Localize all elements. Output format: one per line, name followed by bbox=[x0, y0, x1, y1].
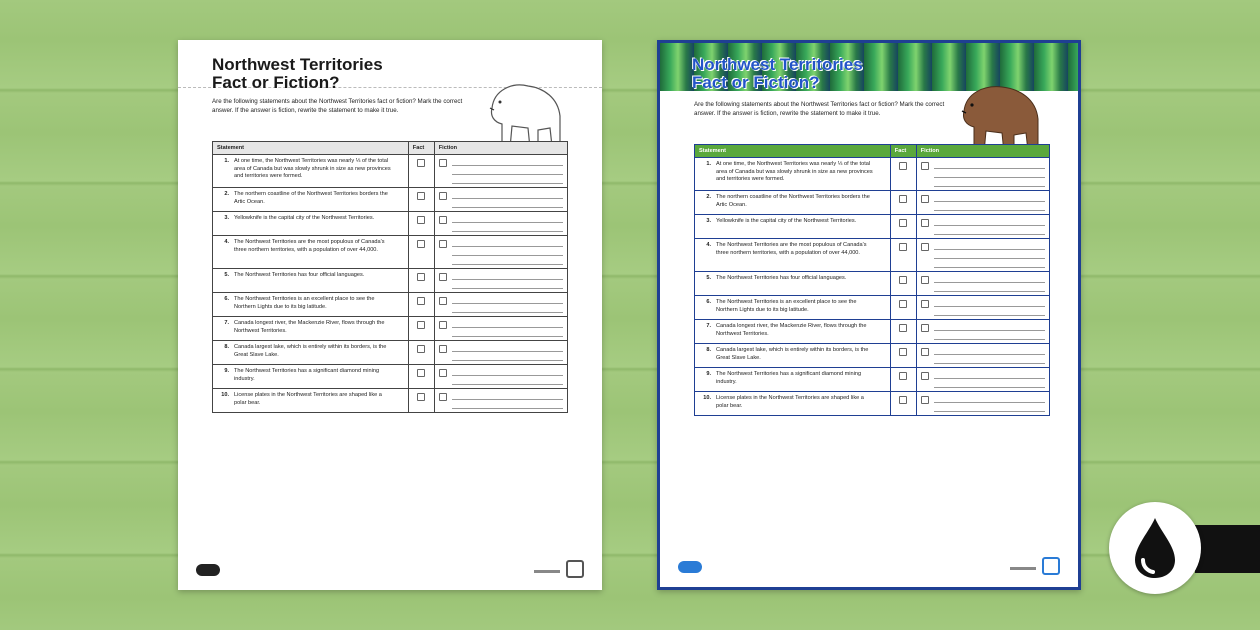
statement-number: 10. bbox=[221, 392, 229, 398]
fact-checkbox[interactable] bbox=[899, 324, 907, 332]
table-row bbox=[695, 191, 1050, 215]
fiction-checkbox[interactable] bbox=[921, 300, 929, 308]
table-row bbox=[695, 296, 1050, 320]
fiction-checkbox[interactable] bbox=[439, 240, 447, 248]
fiction-checkbox[interactable] bbox=[439, 321, 447, 329]
statement-number: 8. bbox=[706, 347, 711, 353]
fact-cell bbox=[408, 293, 434, 317]
fact-cell bbox=[890, 296, 916, 320]
fiction-checkbox[interactable] bbox=[921, 162, 929, 170]
fact-checkbox[interactable] bbox=[417, 273, 425, 281]
fiction-cell bbox=[434, 389, 567, 413]
fiction-cell bbox=[434, 188, 567, 212]
fiction-checkbox[interactable] bbox=[439, 393, 447, 401]
table-row bbox=[213, 188, 568, 212]
statement-text: The northern coastline of the Northwest Territories borders the Artic Ocean. bbox=[716, 194, 870, 208]
table-row bbox=[213, 155, 568, 188]
ink-bar bbox=[1195, 525, 1260, 573]
statement-text: The Northwest Territories is an excellent place to see the Northern Lights due to its big latitude. bbox=[234, 296, 375, 310]
statement-text: The Northwest Territories has four official languages. bbox=[234, 272, 365, 278]
rewrite-line[interactable] bbox=[452, 280, 563, 289]
rewrite-line[interactable] bbox=[452, 352, 563, 361]
ink-drop-icon bbox=[1131, 516, 1179, 580]
col-statement: Statement bbox=[213, 142, 409, 155]
fiction-cell bbox=[916, 272, 1049, 296]
twinkl-logo bbox=[196, 564, 220, 576]
table-row bbox=[695, 392, 1050, 416]
fiction-cell bbox=[916, 344, 1049, 368]
statement-cell bbox=[695, 191, 891, 215]
fiction-checkbox[interactable] bbox=[921, 324, 929, 332]
rewrite-line[interactable] bbox=[452, 392, 563, 400]
fiction-cell bbox=[916, 368, 1049, 392]
statement-number: 4. bbox=[706, 242, 711, 248]
rewrite-line[interactable] bbox=[452, 272, 563, 280]
rewrite-line[interactable] bbox=[452, 320, 563, 328]
statement-text: License plates in the Northwest Territories are shaped like a polar bear. bbox=[716, 395, 864, 409]
fiction-checkbox[interactable] bbox=[921, 348, 929, 356]
statement-cell bbox=[695, 320, 891, 344]
table-row bbox=[213, 269, 568, 293]
rewrite-line[interactable] bbox=[452, 368, 563, 376]
rewrite-line[interactable] bbox=[934, 161, 1045, 169]
rewrite-line[interactable] bbox=[452, 199, 563, 208]
fiction-cell bbox=[916, 215, 1049, 239]
statement-number: 5. bbox=[224, 272, 229, 278]
fiction-cell bbox=[434, 365, 567, 389]
rewrite-line[interactable] bbox=[452, 376, 563, 385]
rewrite-line[interactable] bbox=[452, 175, 563, 184]
fiction-cell bbox=[916, 239, 1049, 272]
fact-cell bbox=[408, 341, 434, 365]
rewrite-line[interactable] bbox=[452, 296, 563, 304]
fact-checkbox[interactable] bbox=[417, 159, 425, 167]
fact-checkbox[interactable] bbox=[899, 372, 907, 380]
rewrite-line[interactable] bbox=[452, 223, 563, 232]
statement-number: 3. bbox=[224, 215, 229, 221]
table-row bbox=[213, 212, 568, 236]
fact-cell bbox=[408, 389, 434, 413]
statement-cell bbox=[695, 158, 891, 191]
statement-number: 2. bbox=[706, 194, 711, 200]
statement-cell bbox=[695, 272, 891, 296]
col-fiction: Fiction bbox=[434, 142, 567, 155]
rewrite-line[interactable] bbox=[452, 328, 563, 337]
statement-text: The Northwest Territories is an excellent place to see the Northern Lights due to its big latitude. bbox=[716, 299, 857, 313]
table-row bbox=[213, 365, 568, 389]
footer-badge-icon bbox=[1042, 557, 1060, 575]
instructions: Are the following statements about the Northwest Territories fact or fiction? Mark the correct answer. If the answer is fiction, rewrite the statement to make it true. bbox=[212, 98, 463, 114]
fiction-cell bbox=[434, 293, 567, 317]
rewrite-line[interactable] bbox=[934, 299, 1045, 307]
statement-text: Canada largest lake, which is entirely within its borders, is the Great Slave Lake. bbox=[234, 344, 387, 358]
statement-cell bbox=[695, 215, 891, 239]
statement-cell bbox=[213, 365, 409, 389]
rewrite-line[interactable] bbox=[452, 215, 563, 223]
statement-rows bbox=[695, 158, 1050, 416]
statement-text: Yellowknife is the capital city of the Northwest Territories. bbox=[234, 215, 375, 221]
statement-text: The Northwest Territories are the most populous of Canada's three northern territories, with a population of over 44,000. bbox=[716, 242, 867, 256]
fact-checkbox[interactable] bbox=[417, 393, 425, 401]
footer-badge-icon bbox=[566, 560, 584, 578]
fiction-cell bbox=[916, 158, 1049, 191]
table-row bbox=[695, 239, 1050, 272]
table-row bbox=[695, 158, 1050, 191]
fact-cell bbox=[408, 269, 434, 293]
table-row bbox=[213, 293, 568, 317]
fact-checkbox[interactable] bbox=[899, 162, 907, 170]
statement-cell bbox=[213, 341, 409, 365]
fiction-cell bbox=[916, 296, 1049, 320]
statement-text: At one time, the Northwest Territories was nearly ⅓ of the total area of Canada but was slowly shrunk in size as new provinces and territories were formed. bbox=[234, 158, 391, 179]
statement-number: 1. bbox=[706, 161, 711, 167]
fact-checkbox[interactable] bbox=[417, 297, 425, 305]
table-row bbox=[213, 389, 568, 413]
table-row bbox=[695, 368, 1050, 392]
fiction-cell bbox=[434, 317, 567, 341]
fact-checkbox[interactable] bbox=[899, 396, 907, 404]
statement-cell bbox=[695, 239, 891, 272]
statement-number: 9. bbox=[224, 368, 229, 374]
statement-cell bbox=[695, 368, 891, 392]
fiction-checkbox[interactable] bbox=[921, 219, 929, 227]
fiction-checkbox[interactable] bbox=[921, 396, 929, 404]
statement-text: Yellowknife is the capital city of the Northwest Territories. bbox=[716, 218, 857, 224]
rewrite-line[interactable] bbox=[452, 247, 563, 256]
statement-text: At one time, the Northwest Territories was nearly ⅓ of the total area of Canada but was slowly shrunk in size as new provinces and territories were formed. bbox=[716, 161, 873, 182]
table-row bbox=[695, 344, 1050, 368]
table-row bbox=[213, 341, 568, 365]
statement-number: 2. bbox=[224, 191, 229, 197]
fact-cell bbox=[890, 392, 916, 416]
statement-cell bbox=[213, 317, 409, 341]
rewrite-line[interactable] bbox=[452, 344, 563, 352]
table-row bbox=[213, 317, 568, 341]
fiction-cell bbox=[916, 191, 1049, 215]
fact-cell bbox=[890, 344, 916, 368]
rewrite-line[interactable] bbox=[934, 403, 1045, 412]
statement-number: 3. bbox=[706, 218, 711, 224]
statement-cell bbox=[213, 389, 409, 413]
fact-cell bbox=[890, 239, 916, 272]
statement-number: 1. bbox=[224, 158, 229, 164]
table-row bbox=[695, 215, 1050, 239]
rewrite-line[interactable] bbox=[452, 304, 563, 313]
statement-text: The Northwest Territories has four official languages. bbox=[716, 275, 847, 281]
statement-text: The Northwest Territories has a significant diamond mining industry. bbox=[716, 371, 862, 385]
rewrite-line[interactable] bbox=[452, 166, 563, 175]
fiction-checkbox[interactable] bbox=[921, 243, 929, 251]
statement-number: 5. bbox=[706, 275, 711, 281]
statement-number: 9. bbox=[706, 371, 711, 377]
rewrite-line[interactable] bbox=[934, 371, 1045, 379]
fiction-cell bbox=[434, 212, 567, 236]
fact-cell bbox=[408, 155, 434, 188]
fiction-checkbox[interactable] bbox=[439, 216, 447, 224]
statement-text: Canada longest river, the Mackenzie River, flows through the Northwest Territories. bbox=[716, 323, 867, 337]
col-fiction: Fiction bbox=[916, 145, 1049, 158]
statement-number: 7. bbox=[706, 323, 711, 329]
statement-number: 10. bbox=[703, 395, 711, 401]
fiction-checkbox[interactable] bbox=[439, 369, 447, 377]
rewrite-line[interactable] bbox=[934, 169, 1045, 178]
fact-cell bbox=[890, 368, 916, 392]
fiction-checkbox[interactable] bbox=[439, 192, 447, 200]
fact-checkbox[interactable] bbox=[899, 243, 907, 251]
fiction-checkbox[interactable] bbox=[439, 273, 447, 281]
rewrite-line[interactable] bbox=[452, 158, 563, 166]
col-statement: Statement bbox=[695, 145, 891, 158]
fact-checkbox[interactable] bbox=[899, 300, 907, 308]
fact-checkbox[interactable] bbox=[417, 321, 425, 329]
statement-text: The northern coastline of the Northwest Territories borders the Artic Ocean. bbox=[234, 191, 388, 205]
fact-cell bbox=[890, 158, 916, 191]
statement-text: Canada largest lake, which is entirely within its borders, is the Great Slave Lake. bbox=[716, 347, 869, 361]
fact-cell bbox=[890, 272, 916, 296]
ink-saver-badge[interactable] bbox=[1109, 502, 1201, 594]
rewrite-line[interactable] bbox=[934, 218, 1045, 226]
rewrite-line[interactable] bbox=[934, 283, 1045, 292]
worksheet-title: Northwest Territories Fact or Fiction? bbox=[212, 55, 383, 92]
fact-checkbox[interactable] bbox=[417, 192, 425, 200]
rewrite-line[interactable] bbox=[934, 242, 1045, 250]
fact-checkbox[interactable] bbox=[417, 216, 425, 224]
rewrite-line[interactable] bbox=[934, 395, 1045, 403]
rewrite-line[interactable] bbox=[934, 250, 1045, 259]
statement-number: 6. bbox=[224, 296, 229, 302]
fiction-checkbox[interactable] bbox=[921, 276, 929, 284]
rewrite-line[interactable] bbox=[934, 355, 1045, 364]
statement-text: Canada longest river, the Mackenzie River, flows through the Northwest Territories. bbox=[234, 320, 385, 334]
worksheet-colour bbox=[657, 40, 1081, 590]
rewrite-line[interactable] bbox=[934, 202, 1045, 211]
rewrite-line[interactable] bbox=[452, 400, 563, 409]
rewrite-line[interactable] bbox=[934, 178, 1045, 187]
fact-checkbox[interactable] bbox=[899, 276, 907, 284]
rewrite-line[interactable] bbox=[934, 347, 1045, 355]
statement-cell bbox=[213, 155, 409, 188]
fact-cell bbox=[408, 188, 434, 212]
statement-cell bbox=[695, 344, 891, 368]
fact-cell bbox=[408, 317, 434, 341]
rewrite-line[interactable] bbox=[452, 191, 563, 199]
fact-cell bbox=[890, 215, 916, 239]
worksheet-bw bbox=[178, 40, 602, 590]
fact-cell bbox=[408, 212, 434, 236]
fact-cell bbox=[408, 236, 434, 269]
statement-cell bbox=[695, 296, 891, 320]
fiction-cell bbox=[434, 236, 567, 269]
statement-cell bbox=[213, 236, 409, 269]
instructions: Are the following statements about the Northwest Territories fact or fiction? Mark the correct answer. If the answer is fiction, rewrite the statement to make it true. bbox=[694, 101, 945, 117]
fact-checkbox[interactable] bbox=[417, 369, 425, 377]
fact-fiction-table bbox=[212, 141, 568, 413]
statement-number: 4. bbox=[224, 239, 229, 245]
statement-cell bbox=[695, 392, 891, 416]
rewrite-line[interactable] bbox=[934, 259, 1045, 268]
footer-code bbox=[1010, 567, 1036, 570]
statement-number: 8. bbox=[224, 344, 229, 350]
rewrite-line[interactable] bbox=[934, 331, 1045, 340]
footer-code bbox=[534, 570, 560, 573]
rewrite-line[interactable] bbox=[934, 194, 1045, 202]
col-fact: Fact bbox=[890, 145, 916, 158]
table-row bbox=[213, 236, 568, 269]
statement-rows bbox=[213, 155, 568, 413]
fiction-checkbox[interactable] bbox=[439, 159, 447, 167]
rewrite-line[interactable] bbox=[934, 226, 1045, 235]
fact-checkbox[interactable] bbox=[899, 195, 907, 203]
statement-cell bbox=[213, 212, 409, 236]
statement-cell bbox=[213, 293, 409, 317]
rewrite-line[interactable] bbox=[934, 307, 1045, 316]
rewrite-line[interactable] bbox=[934, 323, 1045, 331]
twinkl-logo bbox=[678, 561, 702, 573]
statement-number: 6. bbox=[706, 299, 711, 305]
statement-text: The Northwest Territories has a significant diamond mining industry. bbox=[234, 368, 380, 382]
statement-cell bbox=[213, 269, 409, 293]
rewrite-line[interactable] bbox=[452, 239, 563, 247]
fact-checkbox[interactable] bbox=[899, 348, 907, 356]
fiction-checkbox[interactable] bbox=[439, 345, 447, 353]
worksheet-title: Northwest Territories Fact or Fiction? bbox=[692, 55, 863, 92]
col-fact: Fact bbox=[408, 142, 434, 155]
fact-cell bbox=[408, 365, 434, 389]
statement-text: The Northwest Territories are the most populous of Canada's three northern territories, with a population of over 44,000. bbox=[234, 239, 385, 253]
fiction-cell bbox=[434, 155, 567, 188]
statement-number: 7. bbox=[224, 320, 229, 326]
fact-cell bbox=[890, 191, 916, 215]
statement-cell bbox=[213, 188, 409, 212]
statement-text: License plates in the Northwest Territories are shaped like a polar bear. bbox=[234, 392, 382, 406]
rewrite-line[interactable] bbox=[934, 379, 1045, 388]
fact-checkbox[interactable] bbox=[899, 219, 907, 227]
table-row bbox=[695, 320, 1050, 344]
fiction-cell bbox=[434, 341, 567, 365]
fiction-checkbox[interactable] bbox=[439, 297, 447, 305]
fact-cell bbox=[890, 320, 916, 344]
fiction-cell bbox=[916, 320, 1049, 344]
fact-checkbox[interactable] bbox=[417, 240, 425, 248]
fiction-checkbox[interactable] bbox=[921, 372, 929, 380]
rewrite-line[interactable] bbox=[934, 275, 1045, 283]
fact-fiction-table bbox=[694, 144, 1050, 416]
fact-checkbox[interactable] bbox=[417, 345, 425, 353]
rewrite-line[interactable] bbox=[452, 256, 563, 265]
fiction-cell bbox=[916, 392, 1049, 416]
fiction-checkbox[interactable] bbox=[921, 195, 929, 203]
table-row bbox=[695, 272, 1050, 296]
fiction-cell bbox=[434, 269, 567, 293]
